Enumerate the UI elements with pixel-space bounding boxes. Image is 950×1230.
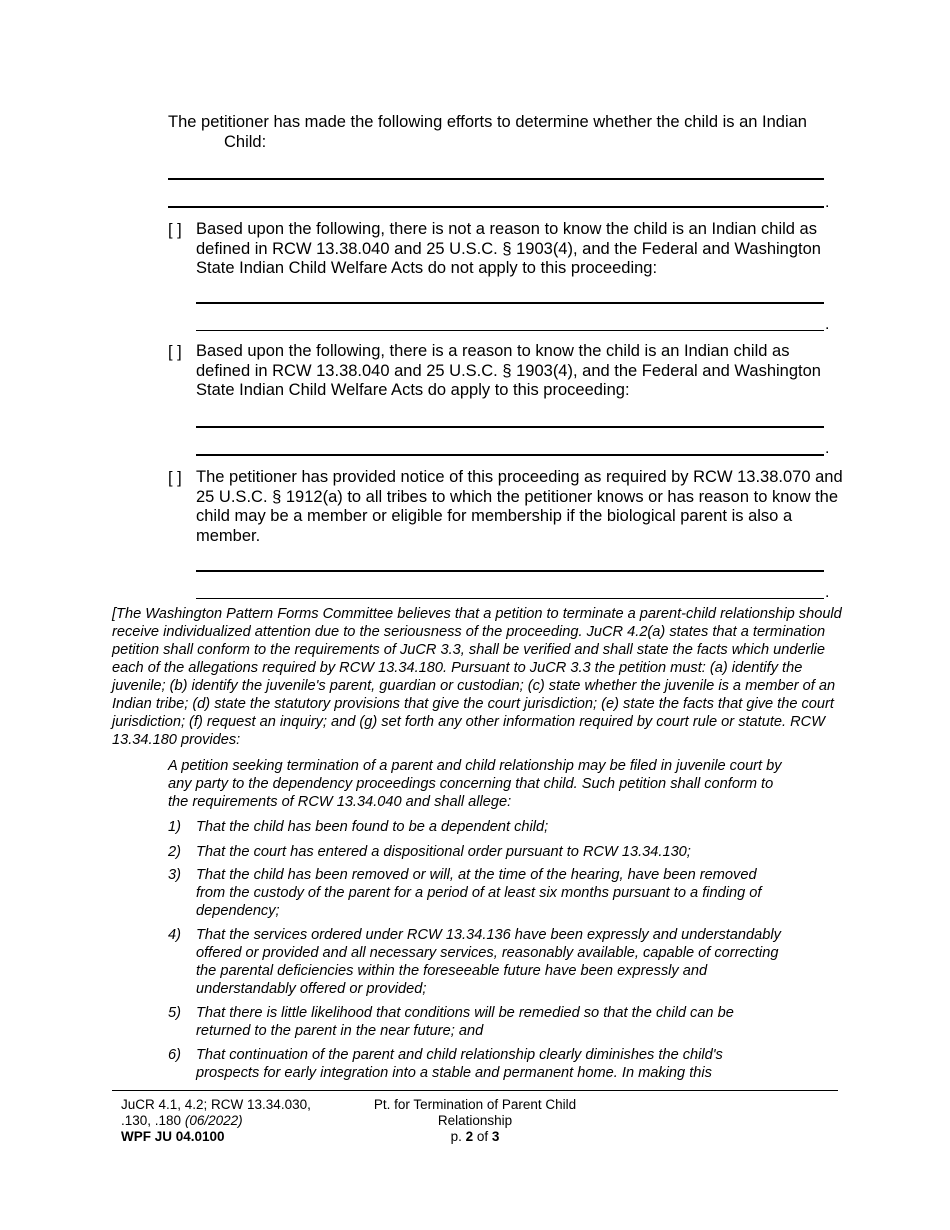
footer-rule-citation [121,1097,311,1145]
allegation-item [168,1046,788,1082]
allegation-text: That there is little likelihood that conditions will be remedied so that the child can be returned to the parent in the near future; and [196,1005,734,1039]
footer-page-number: 2 [465,1129,474,1144]
checkbox-notice-provided[interactable]: [ ] [168,469,182,487]
allegation-text: That the child has been removed or will, at the time of the hearing, have been removed from the custody of the parent for a period of at least six months pursuant to a finding of dependency; [196,867,762,919]
option3-blank-line-1[interactable] [196,570,824,572]
allegation-item [168,1004,788,1040]
footer-rule-line-2: .130, .180 [121,1113,182,1128]
footer-page-prefix: p. [450,1129,462,1144]
footer-page-of: of [476,1129,489,1144]
footer-rule-date: (06/2022) [184,1113,243,1128]
committee-note: [The Washington Pattern Forms Committee believes that a petition to terminate a parent-child relationship should receive individualized attention due to the seriousness of the proceeding. JuCR 4.2(a) states that a termination petition shall conform to the requirements of JuCR 3.3, shall be verified and shall state the facts which underlie each of the allegations required by RCW 13.34.180. Pursuant to JuCR 3.3 the petition must: (a) identify the juvenile; (b) identify the juvenile's parent, guardian or custodian; (c) state whether the juvenile is a member of an Indian tribe; (d) state the statutory provisions that give the court jurisdiction; (e) state the facts that give the court jurisdiction; (f) request an inquiry; and (g) set forth any other information required by court rule or statute. RCW 13.34.180 provides: [112,606,842,748]
footer-page-indicator [350,1129,600,1145]
option2-period: . [825,440,830,457]
option3-blank-line-2[interactable] [196,598,824,599]
allegation-number: 3) [168,867,181,883]
allegation-number: 2) [168,844,181,860]
intro-blank-line-1[interactable] [168,178,824,180]
footer-form-number: WPF JU 04.0100 [121,1129,225,1144]
allegation-text: That continuation of the parent and child relationship clearly diminishes the child's prospects for early integration into a stable and permanent home. In making this [196,1047,723,1081]
option2-blank-line-2[interactable] [196,454,824,456]
option3-period: . [825,584,830,601]
intro-blank-line-2[interactable] [168,206,824,208]
footer-page-total: 3 [491,1129,500,1144]
footer-title-line-2: Relationship [437,1113,513,1128]
footer-rule-line-2-wrap [121,1113,311,1129]
intro-line-2: Child: [224,133,267,151]
allegation-item [168,818,788,836]
intro-period: . [825,194,830,211]
allegation-number: 1) [168,819,181,835]
option-not-indian-child-text: Based upon the following, there is not a reason to know the child is an Indian child as defined in RCW 13.38.040 and 25 U.S.C. § 1903(4), and the Federal and Washington State Indian Child Welfare Acts do not apply to this proceeding: [196,220,821,277]
allegation-item [168,926,788,998]
footer-form-title [350,1097,600,1145]
allegation-text: That the services ordered under RCW 13.34.136 have been expressly and understandably offered or provided and all necessary services, reasonably available, capable of correcting the parental deficiencies within the foreseeable future have been expressly and understandably offered or provided; [196,927,781,997]
allegation-item [168,866,788,920]
option1-blank-line-1[interactable] [196,302,824,304]
checkbox-not-indian-child[interactable]: [ ] [168,221,182,239]
footer-rule-line-1: JuCR 4.1, 4.2; RCW 13.34.030, [121,1097,311,1112]
allegation-number: 4) [168,927,181,943]
footer-divider [112,1090,838,1091]
allegation-item [168,843,788,861]
allegation-text: That the child has been found to be a dependent child; [196,819,549,835]
intro-text [168,112,848,152]
option-notice-provided-text: The petitioner has provided notice of this proceeding as required by RCW 13.38.070 and 25 U.S.C. § 1912(a) to all tribes to which the petitioner knows or has reason to know the child may be a member or eligible for membership if the biological parent is also a member. [196,468,843,545]
allegation-number: 5) [168,1005,181,1021]
intro-line-1: The petitioner has made the following efforts to determine whether the child is an Indian [168,113,807,131]
footer-title-line-1: Pt. for Termination of Parent Child [373,1097,577,1112]
option1-blank-line-2[interactable] [196,330,824,331]
allegation-number: 6) [168,1047,181,1063]
allegation-text: That the court has entered a dispositional order pursuant to RCW 13.34.130; [196,844,691,860]
option1-period: . [825,316,830,333]
statute-quote-intro: A petition seeking termination of a parent and child relationship may be filed in juvenile court by any party to the dependency proceedings concerning that child. Such petition shall conform to the requirements of RCW 13.34.040 and shall allege: [168,758,782,810]
option-is-indian-child-text: Based upon the following, there is a reason to know the child is an Indian child as defined in RCW 13.38.040 and 25 U.S.C. § 1903(4), and the Federal and Washington State Indian Child Welfare Acts do apply to this proceeding: [196,342,821,399]
option2-blank-line-1[interactable] [196,426,824,428]
checkbox-is-indian-child[interactable]: [ ] [168,343,182,361]
